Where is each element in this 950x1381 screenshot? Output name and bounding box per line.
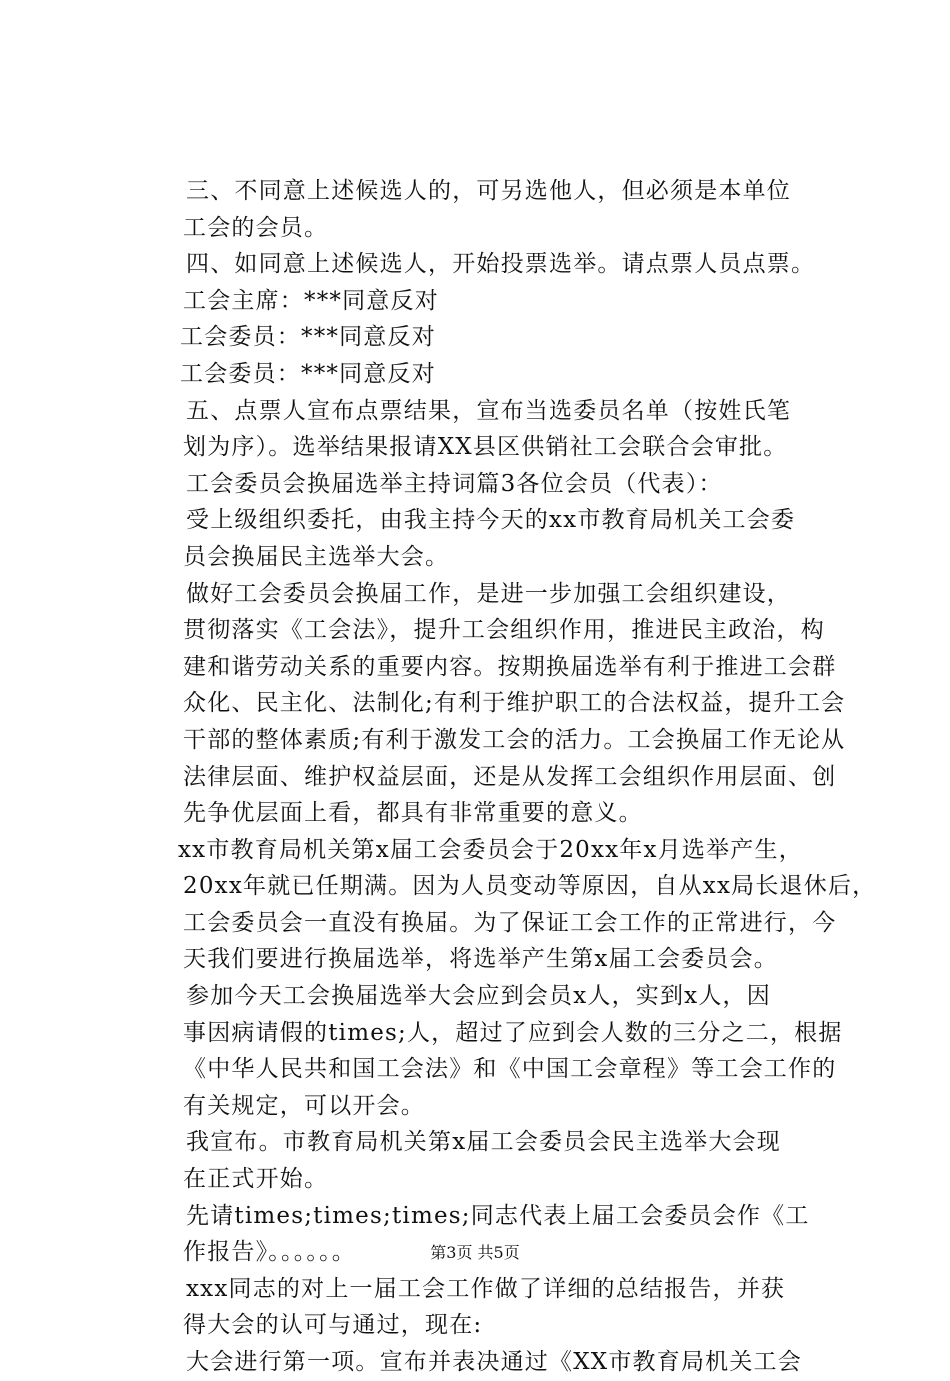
text-line: 四、如同意上述候选人，开始投票选举。请点票人员点票。 (186, 251, 816, 278)
text-line: 有关规定，可以开会。 (183, 1092, 425, 1119)
text-line: 20xx年就已任期满。因为人员变动等原因，自从xx局长退休后， (183, 873, 877, 900)
page-number-label: 第3页 共5页 (430, 1243, 520, 1262)
text-line: 我宣布。市教育局机关第x届工会委员会民主选举大会现 (186, 1129, 781, 1156)
text-line: 划为序）。选举结果报请XX县区供销社工会联合会审批。 (183, 434, 788, 461)
text-line: 作报告》。。。。。。 (183, 1239, 356, 1266)
text-line: 受上级组织委托，由我主持今天的xx市教育局机关工会委 (186, 507, 796, 534)
text-line: 做好工会委员会换届工作，是进一步加强工会组织建设， (186, 580, 791, 607)
text-line: 在正式开始。 (183, 1166, 329, 1193)
text-line: xxx同志的对上一届工会工作做了详细的总结报告，并获 (186, 1275, 786, 1302)
text-line: 工会的会员。 (183, 214, 329, 241)
page-footer (0, 1243, 950, 1263)
text-line: 贯彻落实《工会法》，提升工会组织作用，推进民主政治，构 (183, 617, 825, 644)
text-line: 工会委员会一直没有换届。为了保证工会工作的正常进行，今 (183, 909, 837, 936)
text-line: xx市教育局机关第x届工会委员会于20xx年x月选举产生， (178, 836, 803, 863)
text-line: 工会委员会换届选举主持词篇3各位会员（代表）： (186, 470, 723, 497)
text-line: 事因病请假的times;人，超过了应到会人数的三分之二，根据 (183, 1019, 843, 1046)
text-line: 先请times;times;times;同志代表上届工会委员会作《工 (186, 1202, 810, 1229)
text-line: 干部的整体素质;有利于激发工会的活力。工会换届工作无论从 (183, 726, 846, 753)
text-line: 得大会的认可与通过，现在: (183, 1312, 483, 1339)
text-line: 参加今天工会换届选举大会应到会员x人，实到x人，因 (186, 983, 771, 1010)
text-line: 工会委员：***同意反对 (180, 324, 436, 351)
text-line: 先争优层面上看，都具有非常重要的意义。 (183, 800, 643, 827)
text-line: 建和谐劳动关系的重要内容。按期换届选举有利于推进工会群 (183, 653, 837, 680)
text-line: 大会进行第一项。宣布并表决通过《XX市教育局机关工会 (186, 1349, 802, 1375)
text-line: 天我们要进行换届选举，将选举产生第x届工会委员会。 (183, 946, 778, 973)
text-line: 员会换届民主选举大会。 (183, 543, 450, 570)
text-line: 众化、民主化、法制化;有利于维护职工的合法权益，提升工会 (183, 690, 846, 717)
text-line: 三、不同意上述候选人的，可另选他人，但必须是本单位 (186, 178, 791, 204)
text-line: 法律层面、维护权益层面，还是从发挥工会组织作用层面、创 (183, 763, 837, 790)
text-line: 工会主席：***同意反对 (183, 287, 439, 314)
document-body (178, 173, 877, 1381)
text-line: 《中华人民共和国工会法》和《中国工会章程》等工会工作的 (183, 1056, 837, 1083)
text-line: 工会委员：***同意反对 (180, 360, 436, 387)
text-line: 五、点票人宣布点票结果，宣布当选委员名单（按姓氏笔 (186, 397, 791, 424)
